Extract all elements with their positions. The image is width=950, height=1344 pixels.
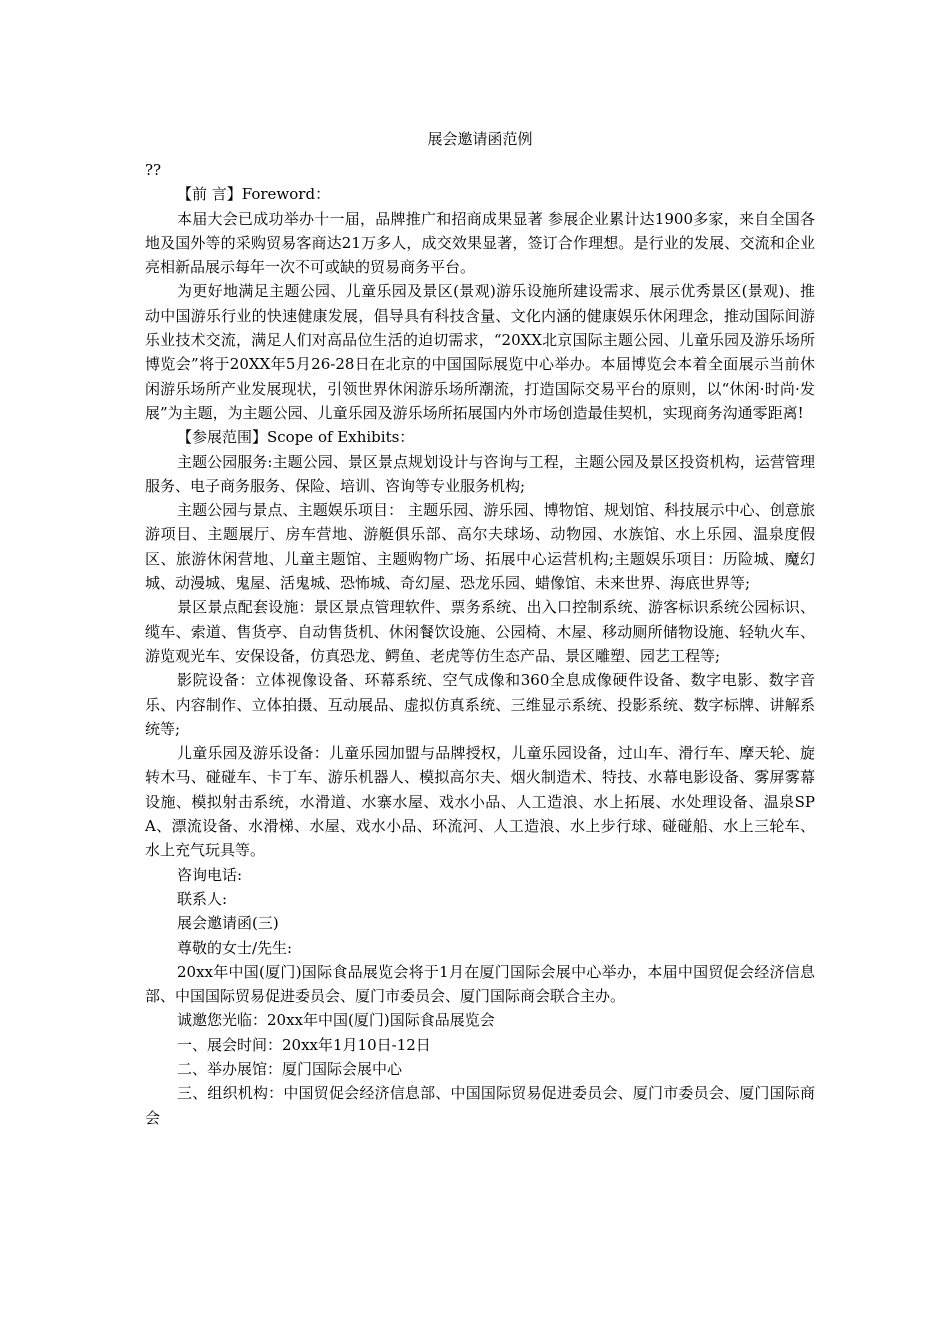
document-page	[145, 120, 815, 1130]
paragraph: 【前 言】Foreword：	[177, 185, 331, 204]
paragraph: 主题公园与景点、主题娱乐项目： 主题乐园、游乐园、博物馆、规划馆、科技展示中心、创意旅游项目、主题展厅、房车营地、游艇俱乐部、高尔夫球场、动物园、水族馆、水上乐园、温泉度假区、旅游休闲营地、儿童主题馆、主题购物广场、拓展中心运营机构;主题娱乐项目：历险城、魔幻城、动漫城、鬼屋、活鬼城、恐怖城、奇幻屋、恐龙乐园、蜡像馆、未来世界、海底世界等;	[145, 501, 815, 593]
paragraph: 本届大会已成功举办十一届，品牌推广和招商成果显著 参展企业累计达1900多家，来自全国各地及国外等的采购贸易客商达21万多人，成交效果显著，签订合作理想。是行业的发展、交流和企业亮相新品展示每年一次不可或缺的贸易商务平台。	[145, 209, 815, 277]
paragraph: 诚邀您光临：20xx年中国(厦门)国际食品展览会	[177, 1011, 495, 1030]
paragraph: 咨询电话:	[177, 865, 243, 884]
document-body	[145, 158, 815, 1130]
paragraph: 二、举办展馆：厦门国际会展中心	[177, 1059, 403, 1078]
paragraph: 【参展范围】Scope of Exhibits：	[177, 428, 415, 447]
paragraph: 展会邀请函(三)	[177, 914, 279, 933]
document-title: 展会邀请函范例	[427, 130, 533, 148]
paragraph: 尊敬的女士/先生:	[177, 938, 293, 957]
paragraph: 一、展会时间：20xx年1月10日-12日	[177, 1035, 431, 1054]
paragraph: 儿童乐园及游乐设备：儿童乐园加盟与品牌授权，儿童乐园设备，过山车、滑行车、摩天轮、旋转木马、碰碰车、卡丁车、游乐机器人、模拟高尔夫、烟火制造术、特技、水幕电影设备、雾屏雾幕设施、模拟射击系统，水滑道、水寨水屋、戏水小品、人工造浪、水上拓展、水处理设备、温泉SPA、漂流设备、水滑梯、水屋、戏水小品、环流河、人工造浪、水上步行球、碰碰船、水上三轮车、水上充气玩具等。	[145, 744, 815, 860]
paragraph: ??	[145, 161, 162, 179]
paragraph: 为更好地满足主题公园、儿童乐园及景区(景观)游乐设施所建设需求、展示优秀景区(景观)、推动中国游乐行业的快速健康发展，倡导具有科技含量、文化内涵的健康娱乐休闲理念，推动国际间游乐业技术交流，满足人们对高品位生活的迫切需求，“20XX北京国际主题公园、儿童乐园及游乐场所博览会”将于20XX年5月26-28日在北京的中国国际展览中心举办。本届博览会本着全面展示当前休闲游乐场所产业发展现状，引领世界休闲游乐场所潮流，打造国际交易平台的原则，以“休闲·时尚·发展”为主题，为主题公园、儿童乐园及游乐场所拓展国内外市场创造最佳契机，实现商务沟通零距离!	[145, 282, 815, 422]
paragraph: 三、组织机构：中国贸促会经济信息部、中国国际贸易促进委员会、厦门市委员会、厦门国际商会	[145, 1084, 815, 1127]
paragraph: 景区景点配套设施：景区景点管理软件、票务系统、出入口控制系统、游客标识系统公园标识、缆车、索道、售货亭、自动售货机、休闲餐饮设施、公园椅、木屋、移动厕所储物设施、轻轨火车、游览观光车、安保设备，仿真恐龙、鳄鱼、老虎等仿生态产品、景区雕塑、园艺工程等;	[145, 598, 815, 665]
paragraph: 20xx年中国(厦门)国际食品展览会将于1月在厦门国际会展中心举办，本届中国贸促会经济信息部、中国国际贸易促进委员会、厦门市委员会、厦门国际商会联合主办。	[145, 962, 815, 1006]
paragraph: 影院设备：立体视像设备、环幕系统、空气成像和360全息成像硬件设备、数字电影、数字音乐、内容制作、立体拍摄、互动展品、虚拟仿真系统、三维显示系统、投影系统、数字标牌、讲解系统等;	[145, 671, 815, 738]
paragraph: 联系人:	[177, 889, 228, 908]
paragraph: 主题公园服务:主题公园、景区景点规划设计与咨询与工程，主题公园及景区投资机构，运营管理服务、电子商务服务、保险、培训、咨询等专业服务机构;	[145, 452, 815, 495]
